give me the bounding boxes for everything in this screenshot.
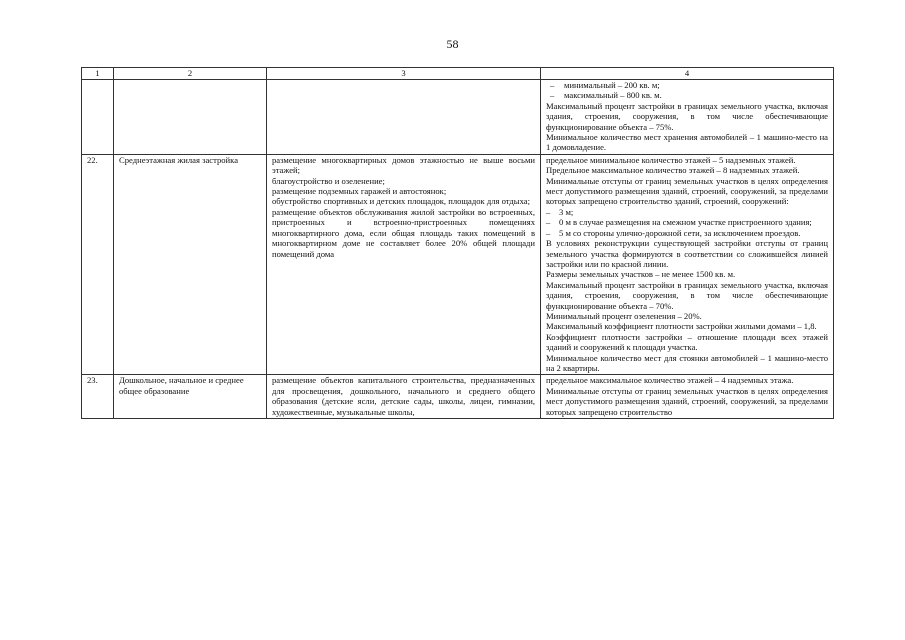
paragraph: Максимальный коэффициент плотности застройки жилыми домами – 1,8. xyxy=(546,321,817,332)
land-use-name-cell xyxy=(114,80,267,155)
parameters-cell xyxy=(541,375,834,419)
list-item: – 3 м; xyxy=(546,206,574,217)
land-use-name-cell: Среднеэтажная жилая застройка xyxy=(114,154,267,375)
paragraph: Минимальное количество мест хранения автомобилей – 1 машино-место на 1 домовладение. xyxy=(546,132,828,153)
paragraph: Предельное максимальное количество этажей – 8 надземных этажей. xyxy=(546,165,800,176)
paragraph: размещение подземных гаражей и автостоянок; xyxy=(272,186,447,197)
paragraph: размещение многоквартирных домов этажностью не выше восьми этажей; xyxy=(272,154,535,176)
paragraph: Минимальный процент озеленения – 20%. xyxy=(546,310,702,321)
land-use-description-cell xyxy=(267,80,541,155)
paragraph: Минимальное количество мест для стоянки автомобилей – 1 машино-место на 2 квартиры. xyxy=(546,352,828,373)
paragraph: предельное максимальное количество этажей – 4 надземных этажа. xyxy=(546,375,794,386)
table-row-22 xyxy=(82,154,834,375)
parameters-cell xyxy=(541,80,834,155)
page-number: 58 xyxy=(446,37,459,51)
paragraph: обустройство спортивных и детских площадок, площадок для отдыха; xyxy=(272,196,530,207)
paragraph: размещение объектов капитального строительства, предназначенных для просвещения, дошкольного, начального и среднего общего образования (детские ясли, детские сады, школы, лицеи, гимназии, художественные, музыкальные школы, xyxy=(272,375,535,417)
paragraph: предельное минимальное количество этажей – 5 надземных этажей. xyxy=(546,154,796,165)
list-item: – максимальный – 800 кв. м. xyxy=(550,90,662,101)
paragraph: благоустройство и озеленение; xyxy=(272,175,385,186)
column-header-1: 1 xyxy=(82,68,114,80)
paragraph: Минимальные отступы от границ земельных участков в целях определения мест допустимого размещения зданий, строений, сооружений, за пределами которых запрещено строительство xyxy=(546,385,828,417)
row-number-cell: 22. xyxy=(82,154,114,375)
table-row-continued xyxy=(82,80,834,155)
parameters-cell xyxy=(541,154,834,375)
land-use-description-cell xyxy=(267,375,541,419)
land-use-description-cell xyxy=(267,154,541,375)
land-use-name-cell: Дошкольное, начальное и среднее общее образование xyxy=(114,375,267,419)
table-row-23 xyxy=(82,375,834,419)
row-number-cell: 23. xyxy=(82,375,114,419)
paragraph: Максимальный процент застройки в границах земельного участка, включая здания, строения, сооружения, в том числе обеспечивающие функционирование объекта – 70%. xyxy=(546,279,828,311)
paragraph: Коэффициент плотности застройки – отношение площади всех этажей зданий и сооружений к площади участка. xyxy=(546,331,828,353)
paragraph: Минимальные отступы от границ земельных участков в целях определения мест допустимого размещения зданий, строений, сооружений, за пределами которых запрещено строительство зданий, строений, сооружений: xyxy=(546,175,828,207)
paragraph: Размеры земельных участков – не менее 1500 кв. м. xyxy=(546,269,736,280)
paragraph: Максимальный процент застройки в границах земельного участка, включая здания, строения, сооружения, в том числе обеспечивающие функционирование объекта – 75%. xyxy=(546,100,828,132)
table-header-row xyxy=(82,68,834,80)
column-header-2: 2 xyxy=(114,68,267,80)
column-header-3: 3 xyxy=(267,68,541,80)
list-item: – 5 м со стороны улично-дорожной сети, за исключением проездов. xyxy=(546,227,801,238)
list-item: – минимальный – 200 кв. м; xyxy=(550,80,660,90)
list-item: – 0 м в случае размещения на смежном участке пристроенного здания; xyxy=(546,217,812,228)
row-number-cell xyxy=(82,80,114,155)
column-header-4: 4 xyxy=(541,68,834,80)
paragraph: В условиях реконструкции существующей застройки отступы от границ земельного участка формируются в соответствии со сложившейся линией застройки или по красной линии. xyxy=(546,238,828,269)
paragraph: размещение объектов обслуживания жилой застройки во встроенных, пристроенных и встроенно-пристроенных помещениях многоквартирного дома, если общая площадь таких помещений в многоквартирном доме не составляет более 20% общей площади помещений дома xyxy=(272,206,535,259)
regulations-table xyxy=(81,67,834,419)
